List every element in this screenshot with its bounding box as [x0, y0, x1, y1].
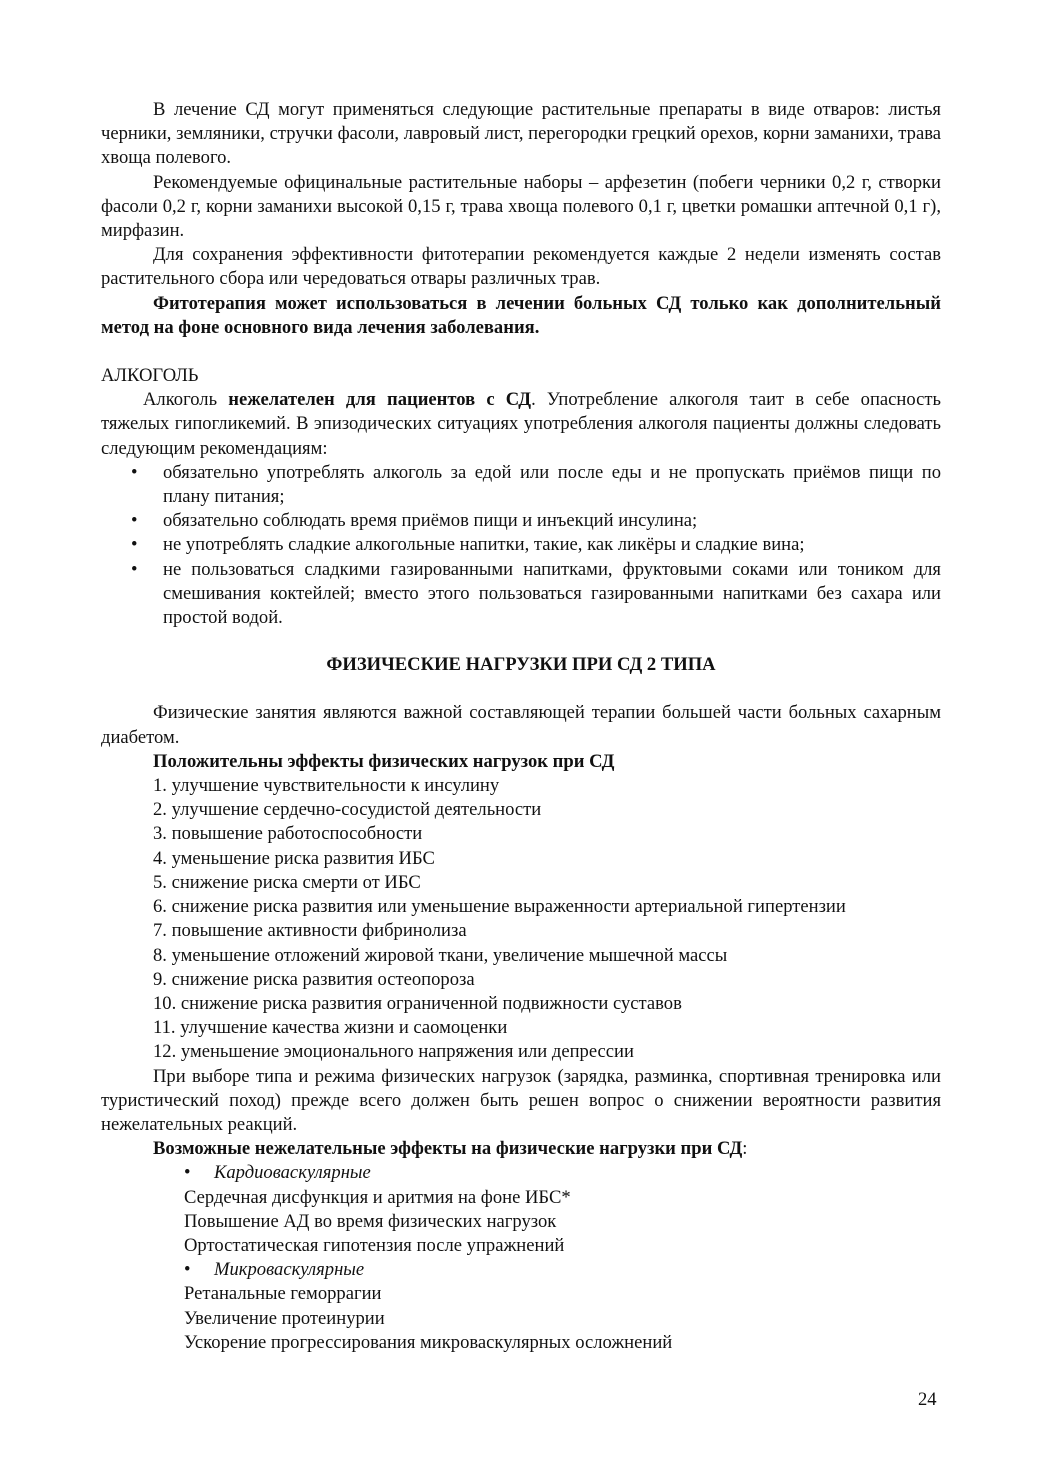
negative-effects-block: [101, 1161, 941, 1355]
list-item-text: обязательно соблюдать время приёмов пищи и инъекций инсулина;: [163, 510, 698, 532]
list-item: Ускорение прогрессирования микроваскулярных осложнений: [184, 1331, 673, 1353]
positive-effects-heading: Положительны эффекты физических нагрузок при СД: [153, 750, 615, 772]
list-item: 11. улучшение качества жизни и саомоценки: [153, 1017, 508, 1039]
bullet-icon: •: [131, 510, 138, 532]
negative-effects-heading: [101, 1137, 941, 1161]
bullet-icon: •: [131, 534, 138, 556]
alcohol-intro-start: Алкоголь: [143, 389, 229, 411]
alcohol-intro: [101, 388, 941, 461]
exercise-heading: ФИЗИЧЕСКИЕ НАГРУЗКИ ПРИ СД 2 ТИПА: [326, 654, 716, 676]
exercise-choice-paragraph: При выборе типа и режима физических нагрузок (зарядка, разминка, спортивная тренировка или туристический поход) прежде всего должен быть решен вопрос о снижении вероятности развития нежелательных реакций.: [101, 1065, 941, 1135]
list-item: 8. уменьшение отложений жировой ткани, увеличение мышечной массы: [153, 944, 728, 966]
list-item: Увеличение протеинурии: [184, 1307, 385, 1329]
bullet-icon: •: [131, 461, 138, 483]
phyto-conclusion: Фитотерапия может использоваться в лечении больных СД только как дополнительный метод на фоне основного вида лечения заболевания.: [101, 292, 941, 338]
list-item: 10. снижение риска развития ограниченной подвижности суставов: [153, 992, 682, 1014]
list-item: 3. повышение работоспособности: [153, 823, 423, 845]
positive-effects-list: [101, 774, 941, 1064]
list-item: [101, 558, 941, 631]
list-item: Повышение АД во время физических нагрузок: [184, 1210, 557, 1232]
list-item: Сердечная дисфункция и аритмия на фоне ИБС*: [184, 1186, 571, 1208]
cardio-label: Кардиоваскулярные: [214, 1162, 371, 1184]
page-number: 24: [918, 1389, 937, 1410]
phyto-paragraph-1: В лечение СД могут применяться следующие растительные препараты в виде отваров: листья черники, земляники, стручки фасоли, лавровый лист, перегородки грецкий орехов, корни заманихи, трава хвоща полевого.: [101, 99, 941, 169]
list-item: Ретанальные геморрагии: [184, 1283, 382, 1305]
micro-label: Микроваскулярные: [214, 1259, 365, 1281]
cardio-category: [184, 1161, 941, 1185]
list-item: 5. снижение риска смерти от ИБС: [153, 871, 421, 893]
alcohol-intro-bold: нежелателен для пациентов с СД: [228, 389, 532, 411]
alcohol-intro-rest: . Употребление алкоголя таит в себе опасность тяжелых гипогликемий. В эпизодических ситуациях употребления алкоголя пациенты должны следовать следующим рекомендациям:: [101, 389, 941, 459]
micro-category: [184, 1258, 941, 1282]
phyto-paragraph-3: Для сохранения эффективности фитотерапии рекомендуется каждые 2 недели изменять состав растительного сбора или чередоваться отвары различных трав.: [101, 244, 941, 290]
list-item: [101, 509, 941, 533]
list-item: [101, 533, 941, 557]
list-item: 2. улучшение сердечно-сосудистой деятельности: [153, 799, 542, 821]
list-item: Ортостатическая гипотензия после упражнений: [184, 1234, 565, 1256]
list-item: 7. повышение активности фибринолиза: [153, 920, 467, 942]
list-item: [101, 461, 941, 509]
alcohol-recommendations: [101, 461, 941, 630]
list-item-text: не пользоваться сладкими газированными напитками, фруктовыми соками или тоником для смешивания коктейлей; вместо этого пользоваться газированными напитками без сахара или простой водой.: [163, 558, 941, 629]
phyto-paragraph-2: Рекомендуемые официнальные растительные наборы – арфезетин (побеги черники 0,2 г, створки фасоли 0,2 г, корни заманихи высокой 0,15 г, трава хвоща полевого 0,1 г, цветки ромашки аптечной 0,1 г), мирфазин.: [101, 171, 941, 242]
negative-effects-heading-suffix: :: [742, 1138, 748, 1160]
list-item: 9. снижение риска развития остеопороза: [153, 968, 475, 990]
list-item: 12. уменьшение эмоционального напряжения или депрессии: [153, 1041, 634, 1063]
bullet-icon: •: [184, 1259, 191, 1281]
bullet-icon: •: [184, 1162, 191, 1184]
list-item-text: не употреблять сладкие алкогольные напитки, такие, как ликёры и сладкие вина;: [163, 534, 805, 556]
bullet-icon: •: [131, 558, 138, 580]
alcohol-heading: АЛКОГОЛЬ: [101, 365, 199, 387]
exercise-intro: Физические занятия являются важной составляющей терапии большей части больных сахарным диабетом.: [101, 702, 941, 748]
list-item: 6. снижение риска развития или уменьшение выраженности артериальной гипертензии: [153, 896, 846, 918]
negative-effects-heading-text: Возможные нежелательные эффекты на физические нагрузки при СД: [153, 1138, 743, 1160]
list-item: 1. улучшение чувствительности к инсулину: [153, 775, 500, 797]
list-item-text: обязательно употреблять алкоголь за едой или после еды и не пропускать приёмов пищи по плану питания;: [163, 461, 941, 508]
document-page: [101, 98, 941, 1355]
list-item: 4. уменьшение риска развития ИБС: [153, 847, 435, 869]
